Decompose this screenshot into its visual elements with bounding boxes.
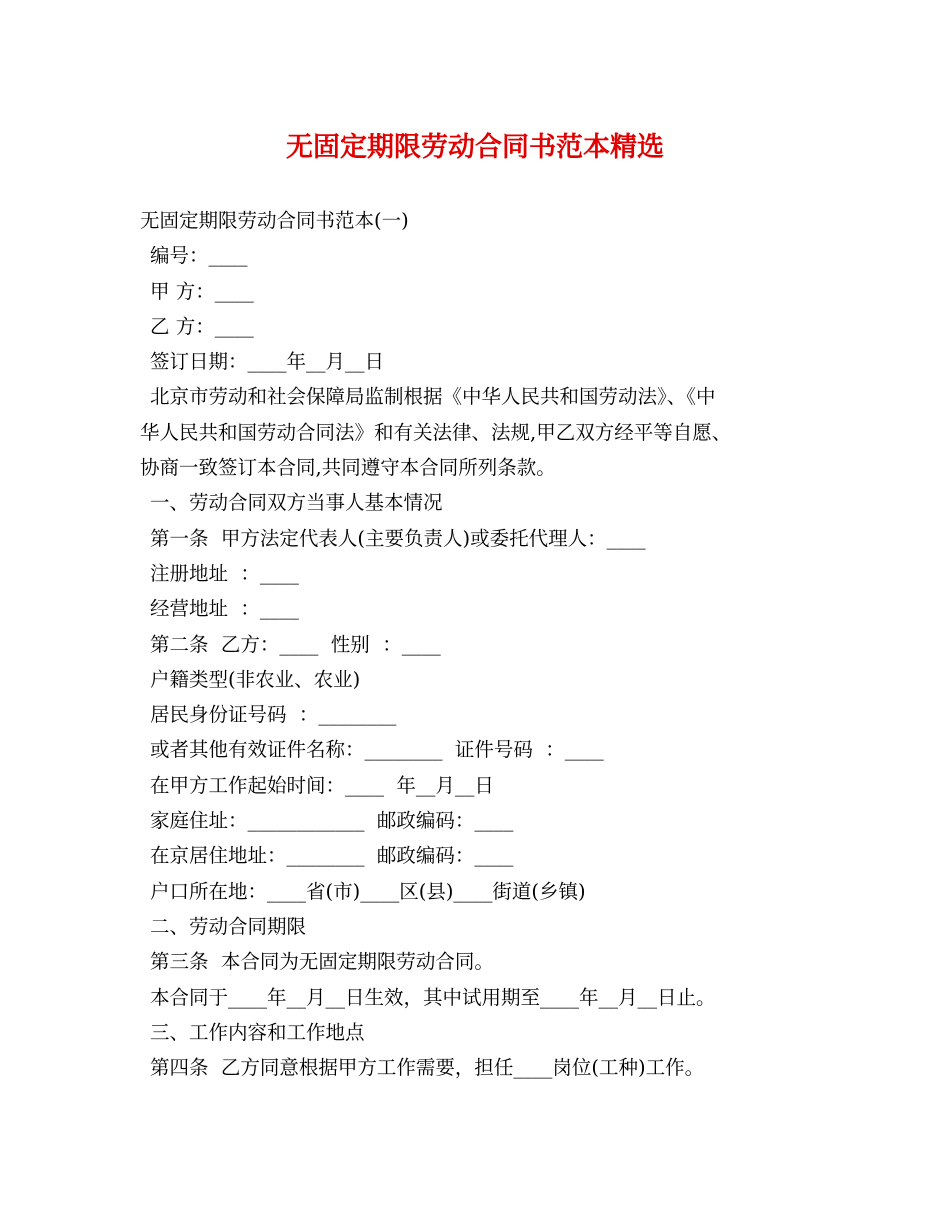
article-line: 第四条 乙方同意根据甲方工作需要，担任____岗位(工种)工作。 bbox=[150, 1056, 705, 1080]
other-id-field: 或者其他有效证件名称：________ 证件号码 ：____ bbox=[150, 738, 604, 762]
article-line: 第二条 乙方：____ 性别 ：____ bbox=[150, 632, 441, 656]
start-date-field: 在甲方工作起始时间：____ 年__月__日 bbox=[150, 773, 494, 797]
effective-date-line: 本合同于____年__月__日生效，其中试用期至____年__月__日止。 bbox=[150, 985, 716, 1009]
chapter-heading: 三、工作内容和工作地点 bbox=[150, 1020, 365, 1044]
party-b-field: 乙 方：____ bbox=[150, 314, 254, 338]
document-body bbox=[140, 203, 820, 1085]
hukou-location-field: 户口所在地：____省(市)____区(县)____街道(乡镇) bbox=[150, 879, 586, 903]
beijing-address-field: 在京居住地址：________ 邮政编码：____ bbox=[150, 844, 514, 868]
article-line: 第三条 本合同为无固定期限劳动合同。 bbox=[150, 950, 494, 974]
section-heading: 无固定期限劳动合同书范本(一) bbox=[140, 209, 409, 232]
signing-date-field: 签订日期：____年__月__日 bbox=[150, 350, 385, 374]
preamble-line: 北京市劳动和社会保障局监制根据《中华人民共和国劳动法》、《中 bbox=[150, 385, 716, 409]
document-title: 无固定期限劳动合同书范本精选 bbox=[286, 132, 664, 163]
preamble-line: 华人民共和国劳动合同法》和有关法律、法规,甲乙双方经平等自愿、 bbox=[140, 420, 732, 444]
household-type-field: 户籍类型(非农业、农业) bbox=[150, 667, 361, 691]
chapter-heading: 二、劳动合同期限 bbox=[150, 914, 307, 938]
business-address-field: 经营地址 ：____ bbox=[150, 597, 299, 621]
article-line: 第一条 甲方法定代表人(主要负责人)或委托代理人：____ bbox=[150, 526, 646, 550]
home-address-field: 家庭住址：____________ 邮政编码：____ bbox=[150, 809, 514, 833]
registered-address-field: 注册地址 ：____ bbox=[150, 561, 299, 585]
id-number-field: 居民身份证号码 ：________ bbox=[150, 703, 397, 727]
contract-number-field: 编号：____ bbox=[150, 244, 248, 268]
party-a-field: 甲 方：____ bbox=[150, 279, 254, 303]
chapter-heading: 一、劳动合同双方当事人基本情况 bbox=[150, 491, 443, 515]
preamble-line: 协商一致签订本合同,共同遵守本合同所列条款。 bbox=[140, 456, 556, 480]
